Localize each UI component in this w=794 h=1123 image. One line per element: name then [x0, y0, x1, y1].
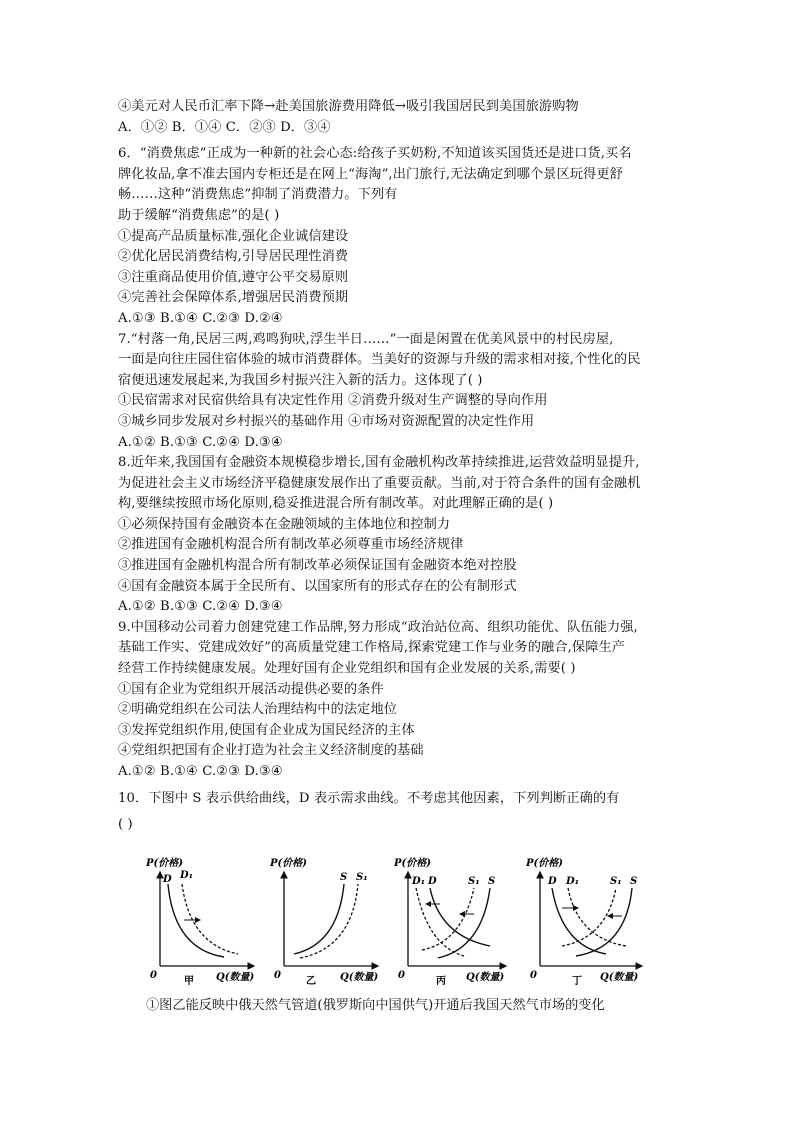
answer-options: A.①② B.①③ C.②④ D.③④ — [118, 434, 283, 450]
question-9-stem: 9.中国移动公司着力创建党建工作品牌,努力形成“政治站位高、组织功能优、队伍能力强, — [118, 619, 638, 635]
curve-label: D₁ — [180, 869, 194, 881]
question-7-stem: 宿便迅速发展起来,为我国乡村振兴注入新的活力。这体现了( ) — [118, 372, 483, 388]
question-6-option: ④完善社会保障体系,增强居民消费预期 — [118, 290, 349, 306]
demand-curve-shifted — [568, 888, 626, 946]
question-6-stem: 牌化妆品,拿不准去国内专柜还是在网上“海淘”,出门旅行,无法确定到哪个景区玩得更舒 — [118, 166, 623, 182]
y-axis-label: P(价格) — [146, 857, 183, 869]
question-7-option: ③城乡同步发展对乡村振兴的基础作用 ④市场对资源配置的决定性作用 — [118, 413, 535, 429]
question-8-option: ①必须保持国有金融资本在金融领域的主体地位和控制力 — [118, 516, 451, 532]
x-axis-label: Q(数量) — [466, 971, 505, 983]
demand-curve — [430, 888, 490, 946]
curve-label: S — [488, 875, 496, 887]
origin-label: 0 — [530, 969, 537, 981]
statement-1: ①图乙能反映中俄天然气管道(俄罗斯向中国供气)开通后我国天然气市场的变化 — [146, 997, 605, 1013]
origin-label: 0 — [274, 969, 281, 981]
y-axis-label: P(价格) — [270, 857, 307, 869]
question-8-option: ④国有金融资本属于全民所有、以国家所有的形式存在的公有制形式 — [118, 578, 517, 594]
curve-label: D — [548, 875, 557, 887]
question-8-option: ②推进国有金融机构混合所有制改革必须尊重市场经济规律 — [118, 537, 464, 553]
question-9-option: ③发挥党组织作用,使国有企业成为国民经济的主体 — [118, 722, 415, 738]
graph-jia — [146, 854, 266, 988]
answer-options: A．①② B．①④ C．②③ D．③④ — [118, 119, 331, 135]
supply-curve-shifted — [300, 884, 358, 958]
question-9-option: ①国有企业为党组织开展活动提供必要的条件 — [118, 681, 384, 697]
x-axis-label: Q(数量) — [340, 971, 379, 983]
document-page — [118, 97, 688, 1016]
y-axis-label: P(价格) — [394, 857, 431, 869]
question-6-stem: 助于缓解“消费焦虑”的是( ) — [118, 207, 280, 223]
curve-label: D — [428, 875, 437, 887]
graph-ding — [526, 854, 660, 988]
y-axis-label: P(价格) — [526, 857, 563, 869]
question-7-stem: 7.“村落一角,民居三两,鸡鸣狗吠,浮生半日……”一面是闲置在优美风景中的村民房屋, — [118, 331, 614, 347]
question-6-stem: 畅……这种“消费焦虑”抑制了消费潜力。下列有 — [118, 187, 398, 203]
answer-blank: ( ) — [118, 817, 133, 833]
question-6-option: ②优化居民消费结构,引导居民理性消费 — [118, 249, 349, 265]
question-8-stem: 8.近年来,我国国有金融资本规模稳步增长,国有金融机构改革持续推进,运营效益明显提升, — [118, 455, 640, 471]
question-7-stem: 一面是向往庄园住宿体验的城市消费群体。当美好的资源与升级的需求相对接,个性化的民 — [118, 352, 641, 368]
supply-curve-shifted — [562, 888, 616, 946]
question-9-option: ④党组织把国有企业打造为社会主义经济制度的基础 — [118, 743, 424, 759]
curve-label: D — [163, 873, 172, 885]
text-line: ④美元对人民币汇率下降→赴美国旅游费用降低→吸引我国居民到美国旅游购物 — [118, 99, 579, 114]
question-6-option: ①提高产品质量标准,强化企业诚信建设 — [118, 228, 349, 244]
x-axis-label: Q(数量) — [600, 971, 639, 983]
panel-label: 丁 — [572, 975, 582, 987]
question-9-stem: 基础工作实、党建成效好”的高质量党建工作格局,探索党建工作与业务的融合,保障生产 — [118, 640, 626, 656]
answer-options: A.①② B.①③ C.②④ D.③④ — [118, 599, 283, 615]
origin-label: 0 — [150, 969, 157, 981]
question-6-option: ③注重商品使用价值,遵守公平交易原则 — [118, 269, 349, 285]
question-9-option: ②明确党组织在公司法人治理结构中的法定地位 — [118, 702, 398, 718]
panel-label: 甲 — [184, 975, 194, 987]
x-axis-label: Q(数量) — [216, 971, 255, 983]
panel-label: 丙 — [436, 975, 446, 987]
curve-label: S₁ — [468, 875, 480, 887]
panel-label: 乙 — [306, 975, 316, 987]
demand-curve — [552, 888, 606, 954]
graph-bing — [394, 854, 522, 988]
supply-curve-shifted — [422, 888, 474, 950]
question-8-stem: 为促进社会主义市场经济平稳健康发展作出了重要贡献。当前,对于符合条件的国有金融机 — [118, 475, 641, 491]
curve-label: S₁ — [610, 875, 622, 887]
curve-label: S — [340, 871, 348, 883]
supply-curve — [294, 884, 344, 954]
answer-options: A.①② B.①④ C.②③ D.③④ — [118, 764, 283, 779]
question-9-stem: 经营工作持续健康发展。处理好国有企业党组织和国有企业发展的关系,需要( ) — [118, 661, 576, 677]
curve-label: S — [630, 875, 638, 887]
demand-curve-shifted — [416, 888, 464, 956]
graph-yi — [268, 854, 392, 988]
curve-label: S₁ — [356, 871, 368, 883]
origin-label: 0 — [398, 969, 405, 981]
curve-label: D₁ — [566, 875, 580, 887]
demand-curve-shifted — [182, 884, 238, 954]
question-8-stem: 构,要继续按照市场化原则,稳妥推进混合所有制改革。对此理解正确的是( ) — [118, 496, 554, 512]
answer-options: A.①③ B.①④ C.②③ D.②④ — [118, 310, 283, 326]
supply-demand-figures — [118, 854, 688, 988]
question-6-stem: 6．“消费焦虑”正成为一种新的社会心态:给孩子买奶粉,不知道该买国货还是进口货,买名 — [118, 146, 632, 162]
question-7-option: ①民宿需求对民宿供给具有决定性作用 ②消费升级对生产调整的导向作用 — [118, 393, 548, 409]
curve-label: D₁ — [412, 875, 426, 887]
question-8-option: ③推进国有金融机构混合所有制改革必须保证国有金融资本绝对控股 — [118, 558, 517, 574]
question-10-stem: 10．下图中 S 表示供给曲线，D 表示需求曲线。不考虑其他因素，下列判断正确的有 — [118, 790, 620, 806]
